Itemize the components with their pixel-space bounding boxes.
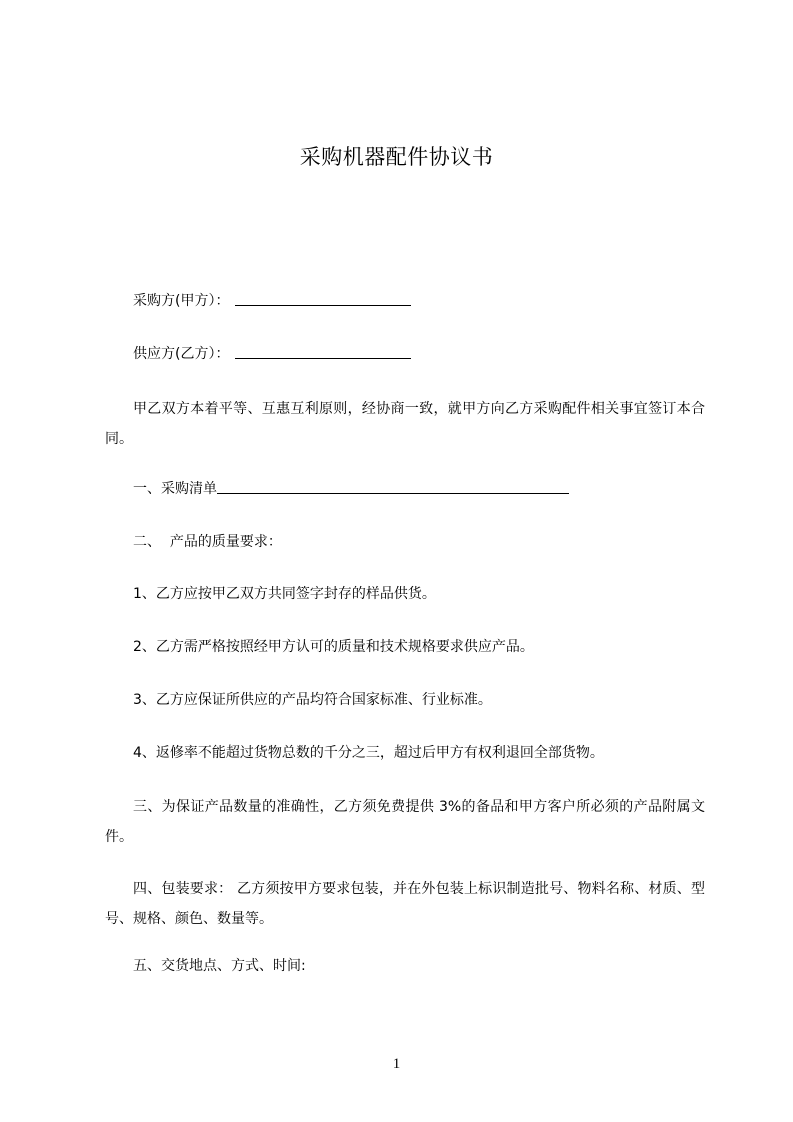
section4-paragraph: 四、包装要求： 乙方须按甲方要求包装，并在外包装上标识制造批号、物料名称、材质、型号、规格、颜色、数量等。 xyxy=(105,881,705,927)
item1-line xyxy=(105,583,436,605)
item3-line xyxy=(105,689,492,711)
item2-line xyxy=(105,636,534,658)
section5-line xyxy=(105,955,306,977)
item3-text: 3、乙方应保证所供应的产品均符合国家标准、行业标准。 xyxy=(133,692,492,708)
page-number: 1 xyxy=(392,1056,401,1072)
item4-line xyxy=(105,742,604,764)
item4-text: 4、返修率不能超过货物总数的千分之三，超过后甲方有权利退回全部货物。 xyxy=(133,745,604,761)
supplier-label: 供应方(乙方）： xyxy=(133,346,230,362)
item2-text: 2、乙方需严格按照经甲方认可的质量和技术规格要求供应产品。 xyxy=(133,639,534,655)
document-title: 采购机器配件协议书 xyxy=(299,145,494,169)
section2-label: 二、 产品的质量要求： xyxy=(133,534,282,550)
intro-paragraph: 甲乙双方本着平等、互惠互利原则，经协商一致，就甲方向乙方采购配件相关事宜签订本合同。 xyxy=(105,401,705,447)
section3-paragraph: 三、为保证产品数量的准确性，乙方须免费提供 3%的备品和甲方客户所必须的产品附属文件。 xyxy=(105,799,705,845)
section1-label: 一、采购清单 xyxy=(133,481,217,497)
buyer-line xyxy=(105,290,411,312)
supplier-blank xyxy=(235,344,411,359)
item1-text: 1、乙方应按甲乙双方共同签字封存的样品供货。 xyxy=(133,586,436,602)
purchase-list-blank xyxy=(217,479,569,494)
buyer-label: 采购方(甲方）： xyxy=(133,293,230,309)
section5-label: 五、交货地点、方式、时间: xyxy=(133,958,306,974)
supplier-line xyxy=(105,343,411,365)
buyer-blank xyxy=(235,291,411,306)
section1-line xyxy=(105,478,569,500)
section2-line xyxy=(105,531,282,553)
